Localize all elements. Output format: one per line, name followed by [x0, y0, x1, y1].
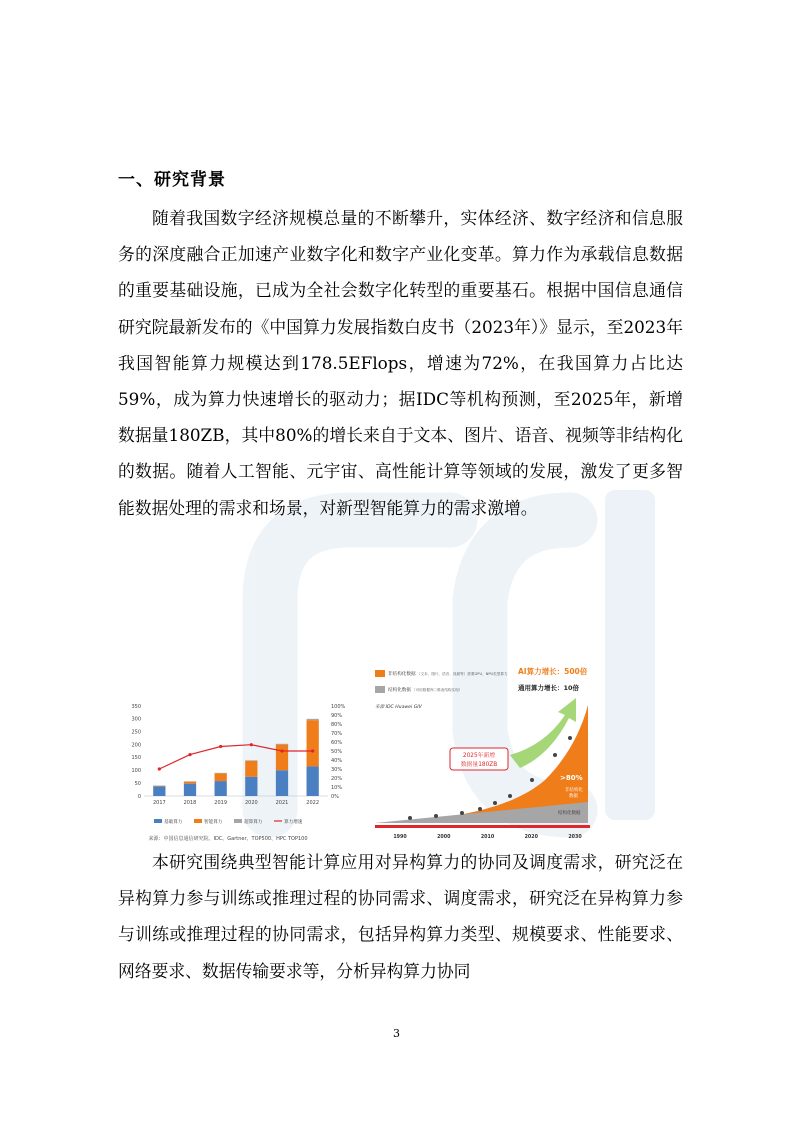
- x-axis-bar: [375, 825, 590, 828]
- share-label: >80%: [560, 774, 583, 782]
- x-tick-label: 2018: [183, 800, 197, 806]
- y2-tick-label: 60%: [331, 739, 343, 746]
- legend-structured-note: （可用数据库二维表结构实现）: [412, 688, 463, 692]
- bar-intelligent: [307, 720, 319, 766]
- bar-intelligent: [184, 782, 196, 784]
- callout-line2: 数据量180ZB: [460, 762, 498, 768]
- legend-structured-label: 结构化数据: [388, 688, 411, 693]
- y-tick-label: 50: [134, 780, 141, 787]
- bar-base: [215, 781, 227, 796]
- chart-x-ticks: [153, 800, 319, 806]
- bar-super: [307, 719, 319, 720]
- legend-unstructured-label: 非结构化数据: [388, 672, 416, 677]
- legend-swatch: [234, 819, 242, 823]
- y2-tick-label: 10%: [331, 784, 343, 791]
- callout-line1: 2025年新增: [462, 753, 496, 759]
- bar-super: [245, 760, 257, 761]
- chart-y-ticks: [131, 704, 328, 800]
- bar-base: [153, 786, 165, 796]
- ai-growth-title: AI算力增长：500倍: [518, 667, 588, 676]
- legend-label: 智能算力: [204, 820, 223, 825]
- y2-tick-label: 40%: [331, 757, 343, 764]
- y2-tick-label: 70%: [331, 730, 343, 737]
- legend-label: 算力增速: [284, 820, 303, 825]
- bar-intelligent: [276, 745, 288, 771]
- y-tick-label: 100: [131, 768, 141, 775]
- y2-tick-label: 90%: [331, 712, 343, 719]
- bar-base: [245, 777, 257, 796]
- computing-power-chart: [118, 700, 358, 845]
- chart-legend: [154, 818, 303, 825]
- bar-super: [276, 744, 288, 745]
- growth-point: [311, 749, 314, 752]
- bar-intelligent: [153, 786, 165, 787]
- area-label-unstructured-2: 数据: [569, 794, 578, 799]
- bar-base: [276, 770, 288, 796]
- legend-swatch: [194, 819, 202, 823]
- body-paragraph: 本研究围绕典型智能计算应用对异构算力的协同及调度需求，研究泛在异构算力参与训练或推理过程的协同需求、调度需求，研究泛在异构算力参与训练或推理过程的协同需求，包括异构算力类型、规模要求、性能要求、网络要求、数据传输要求等，分析异构算力协同: [118, 852, 683, 981]
- chart-source: 来源：中国信息通信研究院、IDC、Gartner、TOP500、HPC TOP100: [148, 836, 308, 842]
- x-tick-label: 2020: [244, 800, 258, 806]
- y2-tick-label: 100%: [331, 703, 346, 710]
- data-growth-chart: [370, 660, 595, 843]
- structured-area: [375, 802, 588, 823]
- legend-swatch-unstructured: [375, 670, 385, 677]
- growth-point: [250, 743, 253, 746]
- bar-base: [307, 766, 319, 796]
- body-paragraph: 随着我国数字经济规模总量的不断攀升，实体经济、数字经济和信息服务的深度融合正加速产业数字化和数字产业化变革。算力作为承载信息数据的重要基础设施，已成为全社会数字化转型的重要基石。根据中国信息通信研究院最新发布的《中国算力发展指数白皮书（2023年）》显示，至2023年我国智能算力规模达到178.5EFlops，增速为72%，在我国算力占比达59%，成为算力快速增长的驱动力；据IDC等机构预测，至2025年，新增数据量180ZB，其中80%的增长来自于文本、图片、语音、视频等非结构化的数据。随着人工智能、元宇宙、高性能计算等领域的发展，激发了更多智能数据处理的需求和场景，对新型智能算力的需求激增。: [118, 208, 683, 518]
- x-tick-label: 2019: [214, 800, 228, 806]
- growth-point: [188, 753, 191, 756]
- y-tick-label: 350: [131, 703, 141, 710]
- x-tick-label: 2021: [275, 800, 289, 806]
- y-tick-label: 150: [131, 755, 141, 762]
- y-tick-label: 250: [131, 729, 141, 736]
- growth-line: [159, 745, 312, 769]
- x-tick-label: 2020: [524, 835, 538, 840]
- y2-tick-label: 20%: [331, 775, 343, 782]
- x-tick-label: 1990: [393, 835, 407, 840]
- x-tick-label: 2030: [568, 835, 582, 840]
- chart-y2-ticks: [331, 704, 346, 800]
- chart-growth-line: [158, 743, 315, 771]
- bar-super: [215, 773, 227, 774]
- x-tick-label: 2022: [306, 800, 320, 806]
- legend-swatch: [154, 819, 162, 823]
- y-tick-label: 0: [137, 793, 141, 800]
- y-tick-label: 200: [131, 742, 141, 749]
- y2-tick-label: 0%: [331, 793, 339, 800]
- legend-label: 超算算力: [244, 820, 263, 825]
- growth-point: [219, 745, 222, 748]
- x-tick-label: 2010: [480, 835, 495, 840]
- legend-label: 基础算力: [164, 820, 183, 825]
- growth-point: [158, 767, 161, 770]
- legend-unstructured-note: （文本、图片、语音、视频等）需要GPU、NPU类型算力: [417, 672, 508, 676]
- y2-tick-label: 80%: [331, 721, 343, 728]
- growth-point: [280, 749, 283, 752]
- page-number: 3: [393, 1027, 400, 1040]
- y-tick-label: 300: [131, 716, 141, 723]
- bar-intelligent: [215, 773, 227, 781]
- y2-tick-label: 50%: [331, 748, 343, 755]
- area-label-unstructured-1: 非结构化: [565, 788, 583, 793]
- area-label-structured: 结构化数据: [558, 811, 581, 816]
- bar-intelligent: [245, 761, 257, 777]
- bar-base: [184, 784, 196, 796]
- chart-source: 来源 IDC Huawei GIV: [375, 705, 422, 710]
- legend-swatch-structured: [375, 686, 385, 693]
- general-growth-subtitle: 通用算力增长：10倍: [518, 684, 580, 692]
- x-tick-label: 2017: [152, 800, 166, 806]
- x-tick-label: 2000: [437, 835, 451, 840]
- y2-tick-label: 30%: [331, 766, 343, 773]
- section-heading: 一、研究背景: [118, 170, 226, 190]
- chart-bars: [153, 719, 319, 796]
